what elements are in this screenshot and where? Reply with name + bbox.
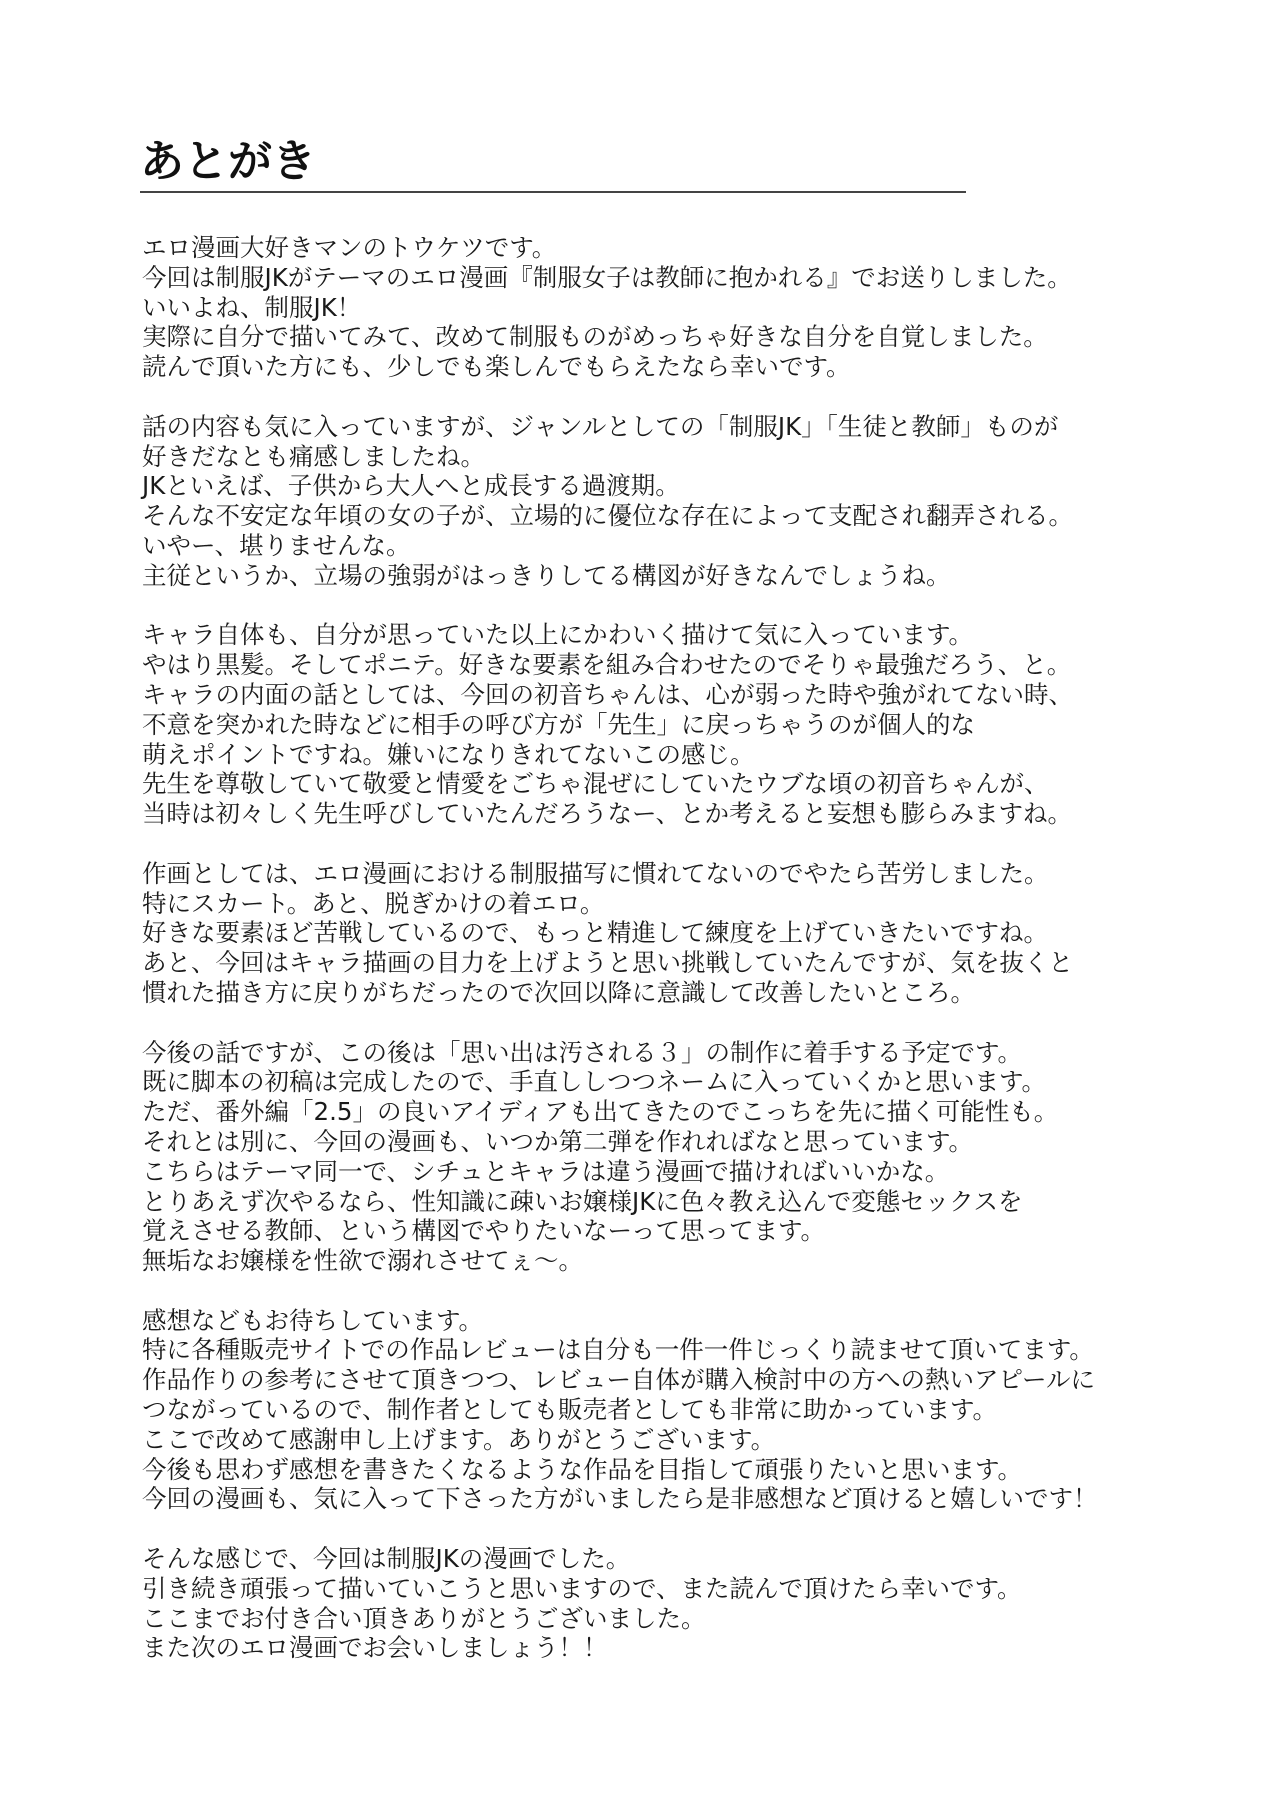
text-line: いやー、堪りませんな。 <box>142 530 411 560</box>
text-line: ここで改めて感謝申し上げます。ありがとうございます。 <box>142 1424 776 1454</box>
text-line: 特に各種販売サイトでの作品レビューは自分も一件一件じっくり読ませて頂いてます。 <box>142 1335 1094 1365</box>
text-line: キャラ自体も、自分が思っていた以上にかわいく描けて気に入っています。 <box>142 620 974 650</box>
paragraph <box>142 1038 1202 1276</box>
text-line: 当時は初々しく先生呼びしていたんだろうなー、とか考えると妄想も膨らみますね。 <box>142 799 1073 829</box>
text-line: 作品作りの参考にさせて頂きつつ、レビュー自体が購入検討中の方への熱いアピールに <box>142 1365 1096 1395</box>
text-line: JKといえば、子供から大人へと成長する過渡期。 <box>142 471 680 501</box>
text-line: 今後の話ですが、この後は「思い出は汚される３」の制作に着手する予定です。 <box>142 1037 1023 1067</box>
text-line: ここまでお付き合い頂きありがとうございました。 <box>142 1603 706 1633</box>
text-line: 感想などもお待ちしています。 <box>142 1305 484 1335</box>
paragraph <box>142 859 1202 1008</box>
afterword-body <box>142 233 1202 1693</box>
text-line: やはり黒髪。そしてポニテ。好きな要素を組み合わせたのでそりゃ最強だろう、と。 <box>142 650 1072 680</box>
text-line: 不意を突かれた時などに相手の呼び方が「先生」に戻っちゃうのが個人的な <box>142 709 975 739</box>
text-line: ただ、番外編「2.5」の良いアイディアも出てきたのでこっちを先に描く可能性も。 <box>142 1097 1059 1127</box>
paragraph <box>142 1306 1202 1515</box>
text-line: 慣れた描き方に戻りがちだったので次回以降に意識して改善したいところ。 <box>142 977 975 1007</box>
paragraph <box>142 233 1202 382</box>
text-line: また次のエロ漫画でお会いしましょう！！ <box>142 1633 608 1663</box>
title-underline <box>140 191 966 193</box>
text-line: いいよね、制服JK！ <box>142 292 362 322</box>
text-line: 今回の漫画も、気に入って下さった方がいましたら是非感想など頂けると嬉しいです！ <box>142 1484 1098 1514</box>
text-line: キャラの内面の話としては、今回の初音ちゃんは、心が弱った時や強がれてない時、 <box>142 679 1073 709</box>
text-line: 特にスカート。あと、脱ぎかけの着エロ。 <box>142 888 605 918</box>
text-line: 萌えポイントですね。嫌いになりきれてないこの感じ。 <box>142 739 755 769</box>
text-line: そんな不安定な年頃の女の子が、立場的に優位な存在によって支配され翻弄される。 <box>142 501 1073 531</box>
text-line: 読んで頂いた方にも、少しでも楽しんでもらえたなら幸いです。 <box>142 352 851 382</box>
text-line: 主従というか、立場の強弱がはっきりしてる構図が好きなんでしょうね。 <box>142 560 951 590</box>
paragraph <box>142 620 1202 829</box>
text-line: 引き続き頑張って描いていこうと思いますので、また読んで頂けたら幸いです。 <box>142 1573 1022 1603</box>
text-line: 作画としては、エロ漫画における制服描写に慣れてないのでやたら苦労しました。 <box>142 858 1049 888</box>
text-line: 先生を尊敬していて敬愛と情愛をごちゃ混ぜにしていたウブな頃の初音ちゃんが、 <box>142 769 1049 799</box>
text-line: あと、今回はキャラ描画の目力を上げようと思い挑戦していたんですが、気を抜くと <box>142 948 1073 978</box>
text-line: とりあえず次やるなら、性知識に疎いお嬢様JKに色々教え込んで変態セックスを <box>142 1186 1023 1216</box>
text-line: 好きだなとも痛感しましたね。 <box>142 441 485 471</box>
text-line: 無垢なお嬢様を性欲で溺れさせてぇ～。 <box>142 1246 583 1276</box>
text-line: 実際に自分で描いてみて、改めて制服ものがめっちゃ好きな自分を自覚しました。 <box>142 322 1048 352</box>
text-line: つながっているので、制作者としても販売者としても非常に助かっています。 <box>142 1395 998 1425</box>
page-title: あとがき <box>140 136 316 187</box>
text-line: 既に脚本の初稿は完成したので、手直ししつつネームに入っていくかと思います。 <box>142 1067 1047 1097</box>
paragraph <box>142 1544 1202 1663</box>
text-line: それとは別に、今回の漫画も、いつか第二弾を作れればなと思っています。 <box>142 1126 974 1156</box>
text-line: 今後も思わず感想を書きたくなるような作品を目指して頑張りたいと思います。 <box>142 1454 1023 1484</box>
text-line: こちらはテーマ同一で、シチュとキャラは違う漫画で描ければいいかな。 <box>142 1156 950 1186</box>
text-line: エロ漫画大好きマンのトウケツです。 <box>142 233 557 262</box>
paragraph <box>142 412 1202 591</box>
text-line: 覚えさせる教師、という構図でやりたいなーって思ってます。 <box>142 1216 826 1246</box>
text-line: 今回は制服JKがテーマのエロ漫画『制服女子は教師に抱かれる』でお送りしました。 <box>142 262 1072 292</box>
text-line: そんな感じで、今回は制服JKの漫画でした。 <box>142 1544 631 1574</box>
text-line: 話の内容も気に入っていますが、ジャンルとしての「制服JK」「生徒と教師」ものが <box>142 411 1059 441</box>
text-line: 好きな要素ほど苦戦しているので、もっと精進して練度を上げていきたいですね。 <box>142 918 1049 948</box>
